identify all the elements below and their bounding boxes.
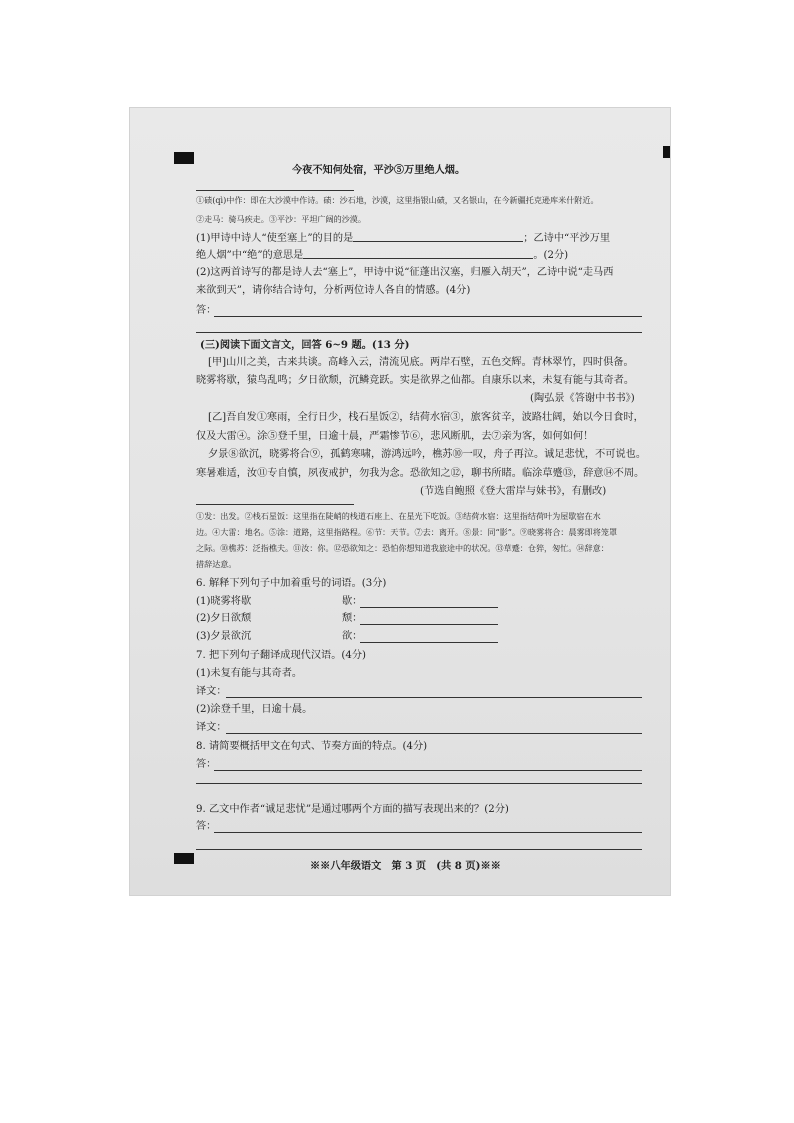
q8-answer-label: 答： bbox=[196, 759, 217, 770]
q7-trans-label-1: 译文： bbox=[196, 686, 227, 697]
yi-note-1: ①发：出发。②栈石星饭：这里指在陡峭的栈道石座上、在星光下吃饭。③结荷水宿：这里指结荷叶为屋歇宿在水 bbox=[196, 511, 601, 521]
yi-line-3: 夕景⑧欲沉，晓雾将合⑨，孤鹤寒啸，游鸿远吟，樵苏⑩一叹，舟子再泣。诚足悲忧，不可说也。 bbox=[208, 449, 647, 460]
q6-answer-line-1[interactable] bbox=[360, 607, 498, 608]
section3-heading: (三)阅读下面文言文，回答 6~9 题。(13 分) bbox=[200, 339, 410, 351]
q9-answer-line-1[interactable] bbox=[214, 832, 642, 833]
jia-line-2: 晓雾将歇，猿鸟乱鸣；夕日欲颓，沉鳞竞跃。实是欲界之仙都。自康乐以来，未复有能与其奇者。 bbox=[196, 375, 635, 386]
poem-note-2: ②走马：骑马疾走。③平沙：平坦广阔的沙漠。 bbox=[196, 214, 366, 224]
q7-answer-line-1[interactable] bbox=[226, 697, 642, 698]
registration-mark-bottom-left bbox=[174, 853, 194, 864]
scanned-page-photo bbox=[130, 108, 670, 895]
yi-line-1: [乙]吾自发①寒雨，全行日少，栈石星饭②，结荷水宿③，旅客贫辛，波路壮阔，始以今日食时， bbox=[208, 412, 644, 423]
yi-note-divider bbox=[196, 504, 354, 505]
q6-item-3: (3)夕景欲沉 bbox=[196, 631, 252, 642]
q5-answer-label: 答： bbox=[196, 305, 217, 316]
page-footer: ※※八年级语文 第 3 页 (共 8 页)※※ bbox=[310, 860, 501, 872]
q5-blank-2[interactable] bbox=[303, 249, 533, 259]
jia-source: (陶弘景《答谢中书书》) bbox=[530, 393, 635, 404]
poem-line: 今夜不知何处宿，平沙⑤万里绝人烟。 bbox=[292, 164, 466, 176]
q9-answer-label: 答： bbox=[196, 821, 217, 832]
q5-answer-line-1[interactable] bbox=[214, 316, 642, 317]
q7-trans-label-2: 译文： bbox=[196, 722, 227, 733]
q5-part1-line1: (1)甲诗中诗人“使至塞上”的目的是 ；乙诗中“平沙万里 bbox=[196, 233, 611, 244]
q6-key-1: 歇： bbox=[342, 596, 363, 607]
q8-stem: 8. 请简要概括甲文在句式、节奏方面的特点。(4分) bbox=[196, 741, 428, 752]
q5-part2-line2: 来欲到天”，请你结合诗句，分析两位诗人各自的情感。(4分) bbox=[196, 285, 471, 296]
yi-note-4: 措辞达意。 bbox=[196, 559, 237, 569]
q7-stem: 7. 把下列句子翻译成现代汉语。(4分) bbox=[196, 650, 367, 661]
note-divider bbox=[196, 190, 354, 191]
q6-answer-line-3[interactable] bbox=[360, 642, 498, 643]
q7-answer-line-2[interactable] bbox=[226, 733, 642, 734]
q6-item-1: (1)晓雾将歇 bbox=[196, 596, 252, 607]
yi-line-4: 寒暑难适，汝⑪专自慎，夙夜戒护，勿我为念。恐欲知之⑫，聊书所睹。临涂草蹙⑬，辞意⑭不周。 bbox=[196, 468, 645, 479]
q5-answer-line-2[interactable] bbox=[196, 332, 642, 333]
poem-note-1: ①碛(qì)中作：即在大沙漠中作诗。碛：沙石地，沙漠，这里指银山碛，又名银山，在今新疆托克逊库米什附近。 bbox=[196, 195, 599, 205]
yi-note-2: 边。④大雷：地名。⑤涂：道路，这里指路程。⑥节：天节。⑦去：离开。⑧景：同“影”。⑨晓雾将合：晨雾即将笼罩 bbox=[196, 527, 618, 537]
q5-part2-line1: (2)这两首诗写的都是诗人去“塞上”，甲诗中说“征蓬出汉塞，归雁入胡天”，乙诗中说“走马西 bbox=[196, 267, 614, 278]
registration-mark-top-left bbox=[174, 152, 194, 164]
q6-answer-line-2[interactable] bbox=[360, 624, 498, 625]
yi-line-2: 仅及大雷④。涂⑤登千里，日逾十晨，严霜惨节⑥，悲风断肌，去⑦亲为客，如何如何！ bbox=[196, 431, 594, 442]
yi-note-3: 之际。⑩樵苏：泛指樵夫。⑪汝：你。⑫恐欲知之：恐怕你想知道我旅途中的状况。⑬草蹙：仓猝，匆忙。⑭辞意： bbox=[196, 543, 609, 553]
q7-item-1: (1)未复有能与其奇者。 bbox=[196, 668, 303, 679]
registration-mark-top-right bbox=[663, 146, 670, 158]
q6-stem: 6. 解释下列句子中加着重号的词语。(3分) bbox=[196, 578, 387, 589]
q5-part1-line2: 绝人烟”中“绝”的意思是 。(2分) bbox=[196, 250, 569, 261]
yi-source: (节选自鲍照《登大雷岸与妹书》，有删改) bbox=[420, 486, 607, 497]
exam-sheet bbox=[130, 108, 670, 895]
jia-line-1: [甲]山川之美，古来共谈。高峰入云，清流见底。两岸石壁，五色交辉。青林翠竹，四时俱备。 bbox=[208, 357, 634, 368]
q9-answer-line-2[interactable] bbox=[196, 849, 642, 850]
q9-stem: 9. 乙文中作者“诚足悲忧”是通过哪两个方面的描写表现出来的？(2分) bbox=[196, 804, 509, 815]
q6-item-2: (2)夕日欲颓 bbox=[196, 613, 252, 624]
q6-key-2: 颓： bbox=[342, 613, 363, 624]
q8-answer-line-2[interactable] bbox=[196, 783, 642, 784]
q6-key-3: 欲： bbox=[342, 631, 363, 642]
q7-item-2: (2)涂登千里，日逾十晨。 bbox=[196, 704, 313, 715]
q8-answer-line-1[interactable] bbox=[214, 770, 642, 771]
q5-blank-1[interactable] bbox=[353, 232, 523, 242]
